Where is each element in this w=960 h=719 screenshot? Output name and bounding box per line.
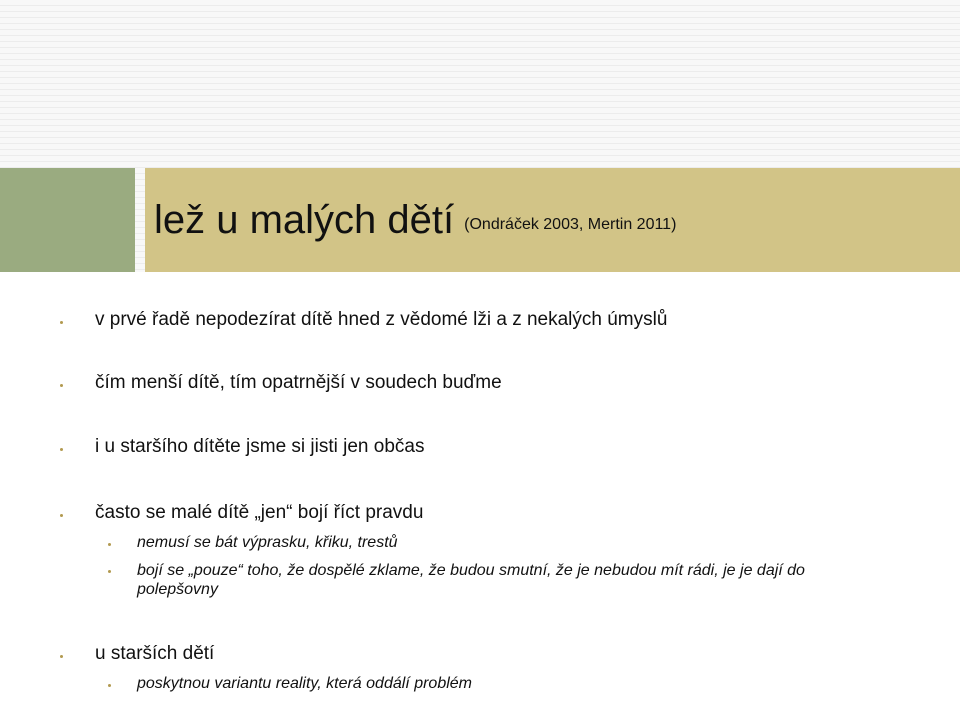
title-text: lež u malých dětí (154, 198, 455, 242)
sub-bullet-marker (108, 543, 111, 546)
bullet-marker (60, 655, 63, 658)
bullet-marker (60, 321, 63, 324)
bullet-item: často se malé dítě „jen“ bojí říct pravdu (95, 502, 424, 523)
sub-bullet-marker (108, 570, 111, 573)
accent-block (0, 168, 135, 272)
bullet-item: v prvé řadě nepodezírat dítě hned z vědomé lži a z nekalých úmyslů (95, 309, 668, 330)
title-citation: (Ondráček 2003, Mertin 2011) (464, 216, 677, 233)
bullet-item: i u staršího dítěte jsme si jisti jen občas (95, 436, 425, 457)
sub-bullet-marker (108, 684, 111, 687)
bullet-item: u starších dětí (95, 643, 215, 664)
bullet-marker (60, 384, 63, 387)
slide-title (154, 196, 676, 249)
sub-bullet-item: bojí se „pouze“ toho, že dospělé zklame, že budou smutní, že je nebudou mít rádi, je je dají do polepšovny (137, 562, 805, 598)
bullet-item: čím menší dítě, tím opatrnější v soudech buďme (95, 372, 502, 393)
sub-bullet-item: poskytnou variantu reality, která oddálí problém (137, 675, 472, 692)
sub-bullet-item: nemusí se bát výprasku, křiku, trestů (137, 534, 398, 551)
bullet-marker (60, 514, 63, 517)
bullet-marker (60, 448, 63, 451)
